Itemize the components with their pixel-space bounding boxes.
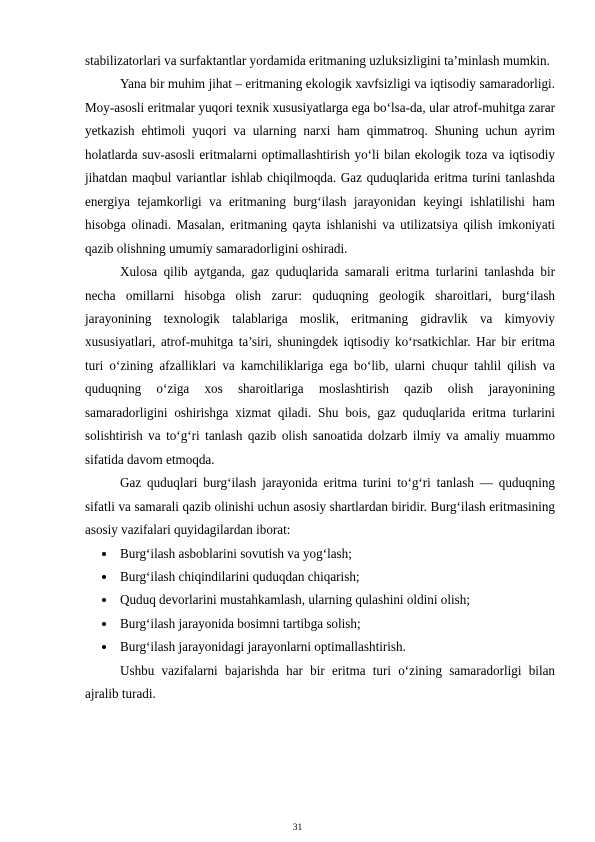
- list-item-text: Burg‘ilash jarayonidagi jarayonlarni optimallashtirish.: [120, 639, 406, 655]
- bullet-icon: [102, 598, 106, 602]
- list-item-text: Burg‘ilash asboblarini sovutish va yog‘lash;: [120, 545, 352, 561]
- functions-list: [85, 542, 555, 659]
- bullet-icon: [102, 645, 106, 649]
- list-item: [85, 635, 555, 658]
- bullet-icon: [102, 622, 106, 626]
- bullet-icon: [102, 552, 106, 556]
- paragraph-conclusion: Xulosa qilib aytganda, gaz quduqlarida samarali eritma turlarini tanlashda bir necha omillarni hisobga olish zarur: quduqning geologik sharoitlari, burg‘ilash jarayonining texnologik talablariga moslik, eritmaning gidravlik va kimyoviy xususiyatlari, atrof-muhitga ta’siri, shuningdek iqtisodiy ko‘rsatkichlar. Har bir eritma turi o‘zining afzalliklari va kamchiliklariga ega bo‘lib, ularni chuqur tahlil qilish va quduqning o‘ziga xos sharoitlariga moslashtirish qazib olish jarayonining samaradorligini oshirishga xizmat qiladi. Shu bois, gaz quduqlarida eritma turlarini solishtirish va to‘g‘ri tanlash qazib olish sanoatida dolzarb ilmiy va amaliy muammo sifatida davom etmoqda.: [85, 264, 555, 467]
- page-number: 31: [292, 823, 303, 833]
- list-item: [85, 612, 555, 635]
- list-item-text: Quduq devorlarini mustahkamlash, ularning qulashini oldini olish;: [120, 592, 471, 608]
- list-item-text: Burg‘ilash jarayonida bosimni tartibga solish;: [120, 615, 361, 631]
- list-item: [85, 542, 555, 565]
- paragraph-ecology: Yana bir muhim jihat – eritmaning ekologik xavfsizligi va iqtisodiy samaradorligi. Moy-asosli eritmalar yuqori texnik xususiyatlarga ega bo‘lsa-da, ular atrof-muhitga zarar yetkazish ehtimoli yuqori va ularning narxi ham qimmatroq. Shuning uchun ayrim holatlarda suv-asosli eritmalarni optimallashtirish yo‘li bilan ekologik toza va iqtisodiy jihatdan maqbul variantlar ishlab chiqilmoqda. Gaz quduqlarida eritma turini tanlashda energiya tejamkorligi va eritmaning burg‘ilash jarayonidan keyingi ishlatilishi ham hisobga olinadi. Masalan, eritmaning qayta ishlanishi va utilizatsiya qilish imkoniyati qazib olishning umumiy samaradorligini oshiradi.: [85, 76, 555, 256]
- list-item: [85, 588, 555, 611]
- page-body: [85, 49, 555, 706]
- paragraph-functions-intro: Gaz quduqlari burg‘ilash jarayonida eritma turini to‘g‘ri tanlash — quduqning sifatli va samarali qazib olinishi uchun asosiy shartlardan biridir. Burg‘ilash eritmasining asosiy vazifalari quyidagilardan iborat:: [85, 475, 555, 538]
- paragraph-continuation: stabilizatorlari va surfaktantlar yordamida eritmaning uzluksizligini ta’minlash mumkin.: [85, 53, 550, 68]
- paragraph-closing: Ushbu vazifalarni bajarishda har bir eritma turi o‘zining samaradorligi bilan ajralib turadi.: [85, 662, 555, 702]
- list-item-text: Burg‘ilash chiqindilarini quduqdan chiqarish;: [120, 568, 360, 584]
- bullet-icon: [102, 575, 106, 579]
- list-item: [85, 565, 555, 588]
